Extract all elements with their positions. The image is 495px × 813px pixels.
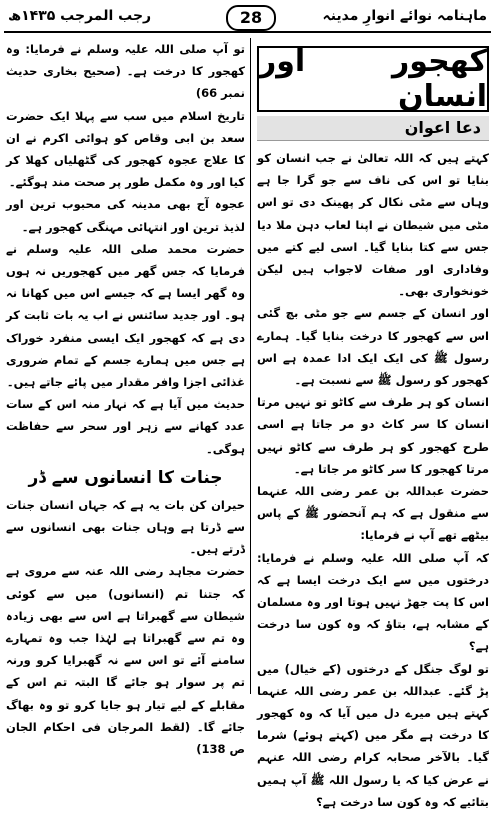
reference-lukt: (لقط المرجان فی احکام الجان ص 138) (6, 719, 245, 757)
paragraph: حضرت محمد صلی اللہ علیہ وسلم نے فرمایا کہ جس گھر میں کھجوریں نہ ہوں وہ گھر ایسا ہے کہ جیسے اس میں کھانا نہ ہو۔ اور جدید سائنس نے اب یہ بات ثابت کر دی ہے کہ کھجور ایک ایسی منفرد خوراک ہے جس میں ہمارے جسم کے تمام ضروری غذائی اجزا وافر مقدار میں پائے جاتے ہیں۔ (6, 241, 245, 390)
paragraph-text: حضرت مجاہد رضی اللہ عنہ سے مروی ہے کہ جتنا تم (انسانوں) میں سے کوئی شیطان سے گھبراتا ہے اس سے بھی زیادہ وہ تم سے گھبراتا ہے لہٰذا جب وہ تمہارے سامنے آئے تو اس سے نہ گھبرایا کرو ورنہ تم پر سوار ہو جائے گا البتہ تم اس کے مقابلے کے لیے تیار ہو جایا کرو تو وہ بھاگ جائے گا۔ (6, 564, 245, 734)
issue-date: رجب المرجب ۱۴۳۵ھ (8, 8, 152, 24)
paragraph (6, 560, 245, 760)
paragraph: عجوہ آج بھی مدینہ کی محبوب ترین اور لذیذ ترین اور انتہائی مہنگی کھجور ہے۔ (6, 197, 245, 234)
paragraph: اور انسان کے جسم سے جو مٹی بچ گئی اس سے کھجور کا درخت بنایا گیا۔ ہمارے رسول ﷺ کی ایک ایک ادا عمدہ ہے اس کھجور کو رسول ﷺ سے نسبت ہے۔ (257, 306, 489, 388)
right-column (257, 38, 489, 809)
paragraph: حیران کن بات یہ ہے کہ جہاں انسان جنات سے ڈرتا ہے وہاں جنات بھی انسانوں سے ڈرتے ہیں۔ (6, 497, 245, 557)
page-header (4, 5, 491, 33)
paragraph: تاریخ اسلام میں سب سے پہلا ایک حضرت سعد بن ابی وقاص کو ہوائی اکرم نے ان کا علاج عجوہ کھجور کی گٹھلیاں کھلا کر کیا اور وہ مکمل طور پر صحت مند ہوگئے۔ (6, 108, 245, 190)
page-number: 28 (226, 5, 276, 31)
paragraph: تو لوگ جنگل کے درختوں (کے خیال) میں پڑ گئے۔ عبداللہ بن عمر رضی اللہ عنہما کہتے ہیں میرے دل میں آیا کہ وہ کھجور کا درخت ہے مگر میں (کہتے ہوئے) شرما گیا۔ بالآخر صحابہ کرام رضی اللہ عنہم نے عرض کیا کہ یا رسول اللہ ﷺ آپ ہمیں بتائیے کہ وہ کون سا درخت ہے؟ (257, 661, 489, 809)
magazine-title: ماہنامہ نوائے انوارِ مدینہ (322, 8, 487, 24)
paragraph: حدیث میں آیا ہے کہ نہار منہ اس کے سات عدد کھانے سے زہر اور سحر سے حفاظت ہوگی۔ (6, 397, 245, 456)
paragraph: حضرت عبداللہ بن عمر رضی اللہ عنہما سے منقول ہے کہ ہم آنحضور ﷺ کے پاس بیٹھے تھے آپ نے فرمایا: (257, 484, 489, 543)
column-divider (250, 38, 251, 694)
paragraph: انسان کو ہر طرف سے کاٹو تو نہیں مرتا انسان کا سر کاٹ دو مر جاتا ہے اسی طرح کھجور کو ہر طرف سے کاٹو نہیں مرتا کھجور کا سر کاٹو مر جاتا ہے۔ (257, 395, 489, 476)
reference-bukhari: (صحیح بخاری حدیث نمبر 66) (6, 64, 245, 101)
paragraph (6, 38, 245, 105)
left-column (6, 38, 245, 757)
paragraph: کہ آپ صلی اللہ علیہ وسلم نے فرمایا: درختوں میں سے ایک درخت ایسا ہے کہ اس کا پت جھڑ نہیں ہوتا اور وہ مسلمان کے مشابہ ہے، بتاؤ کہ وہ کون سا درخت ہے؟ (257, 550, 489, 654)
paragraph: کہتے ہیں کہ اللہ تعالیٰ نے جب انسان کو بنایا تو اس کی ناف سے جو گرا جا ہے وہاں سے مٹی نکال کر پھینک دی تو اس مٹی میں شیطان نے اپنا لعاب دہن ملا دیا جس سے کتا بنایا گیا۔ اسی لیے کتے میں وفاداری اور صفات لاجواب ہیں لیکن خونخواری بھی۔ (257, 151, 489, 299)
paragraph-text: تو آپ صلی اللہ علیہ وسلم نے فرمایا: وہ کھجور کا درخت ہے۔ (6, 42, 245, 79)
article-author: دعا اعوان (257, 116, 489, 141)
section-heading: جنات کا انسانوں سے ڈر (28, 467, 223, 488)
article-title: کھجور اور انسان (259, 44, 487, 114)
